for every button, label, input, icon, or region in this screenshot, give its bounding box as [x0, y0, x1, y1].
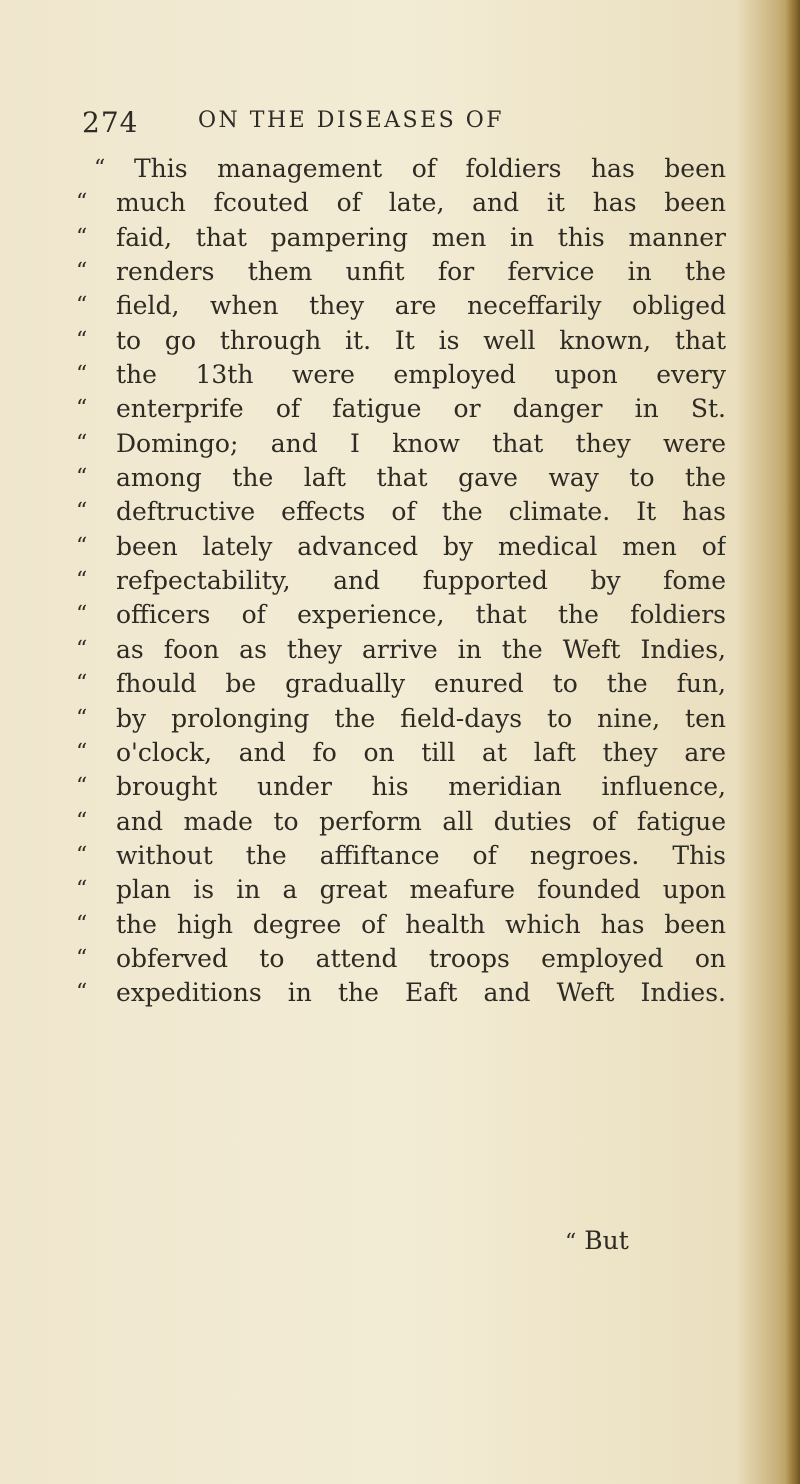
line-text: obferved to attend troops employed on: [116, 943, 726, 973]
quote-mark: “: [76, 190, 88, 216]
text-line: [76, 736, 726, 770]
text-line: [76, 702, 726, 736]
quote-mark: “: [76, 842, 88, 868]
line-text: field, when they are neceffarily obliged: [116, 291, 726, 321]
page-edge: [786, 0, 800, 1484]
line-text: refpectability, and fupported by fome: [116, 566, 726, 596]
line-text: and made to perform all duties of fatigue: [116, 806, 726, 836]
line-text: plan is in a great meafure founded upon: [116, 875, 726, 905]
line-text: brought under his meridian influence,: [116, 772, 726, 802]
quote-mark: “: [76, 980, 88, 1006]
line-text: among the laft that gave way to the: [116, 463, 726, 493]
line-text: by prolonging the field-days to nine, ten: [116, 703, 726, 733]
quote-mark: “: [76, 774, 88, 800]
line-text: to go through it. It is well known, that: [116, 325, 726, 355]
text-line: [76, 152, 726, 186]
line-text: renders them unfit for fervice in the: [116, 257, 726, 287]
page-header: [82, 106, 642, 146]
line-text: deftructive effects of the climate. It has: [116, 497, 726, 527]
text-line: [76, 667, 726, 701]
catchword: [565, 1226, 629, 1255]
quote-mark: “: [76, 362, 88, 388]
quote-mark: “: [76, 808, 88, 834]
text-line: [76, 186, 726, 220]
text-line: [76, 427, 726, 461]
quote-mark: “: [76, 877, 88, 903]
quote-mark: “: [76, 327, 88, 353]
text-line: [76, 392, 726, 426]
text-line: [76, 873, 726, 907]
quote-mark: “: [76, 911, 88, 937]
quote-mark: “: [76, 739, 88, 765]
quote-mark: “: [76, 396, 88, 422]
quote-mark: “: [76, 705, 88, 731]
text-line: [76, 530, 726, 564]
running-title: ON THE DISEASES OF: [198, 108, 505, 133]
line-text: faid, that pampering men in this manner: [116, 222, 726, 252]
quote-mark: “: [565, 1230, 577, 1255]
text-line: [76, 839, 726, 873]
text-line: [76, 942, 726, 976]
page-number: 274: [82, 106, 139, 139]
text-line: [76, 770, 726, 804]
line-text: been lately advanced by medical men of: [116, 531, 726, 561]
line-text: Domingo; and I know that they were: [116, 428, 726, 458]
text-line: [76, 255, 726, 289]
text-line: [76, 324, 726, 358]
text-line: [76, 976, 726, 1010]
line-text: without the affiftance of negroes. This: [116, 840, 726, 870]
line-text: This management of foldiers has been: [134, 154, 726, 183]
text-line: [76, 633, 726, 667]
text-line: [76, 221, 726, 255]
line-text: fhould be gradually enured to the fun,: [116, 669, 726, 699]
text-line: [76, 289, 726, 323]
line-text: officers of experience, that the foldiers: [116, 600, 726, 630]
catchword-text: But: [584, 1226, 629, 1255]
quote-mark: “: [76, 465, 88, 491]
quoted-paragraph: [76, 152, 726, 1011]
line-text: the high degree of health which has been: [116, 909, 726, 939]
text-line: [76, 908, 726, 942]
quote-mark: “: [76, 259, 88, 285]
quote-mark: “: [76, 636, 88, 662]
quote-mark: “: [76, 568, 88, 594]
text-line: [76, 495, 726, 529]
quote-mark: “: [76, 430, 88, 456]
text-line: [76, 805, 726, 839]
line-text: enterprife of fatigue or danger in St.: [116, 394, 726, 424]
text-line: [76, 461, 726, 495]
quote-mark: “: [76, 945, 88, 971]
text-line: [76, 598, 726, 632]
text-line: [76, 358, 726, 392]
quote-mark: “: [94, 156, 106, 181]
line-text: o'clock, and fo on till at laft they are: [116, 737, 726, 767]
quote-mark: “: [76, 533, 88, 559]
quote-mark: “: [76, 293, 88, 319]
quote-mark: “: [76, 224, 88, 250]
line-text: much fcouted of late, and it has been: [116, 188, 726, 218]
text-line: [76, 564, 726, 598]
quote-mark: “: [76, 602, 88, 628]
line-text: as foon as they arrive in the Weft Indies,: [116, 634, 726, 664]
quote-mark: “: [76, 499, 88, 525]
line-text: expeditions in the Eaft and Weft Indies.: [116, 978, 726, 1008]
quote-mark: “: [76, 671, 88, 697]
line-text: the 13th were employed upon every: [116, 360, 726, 390]
